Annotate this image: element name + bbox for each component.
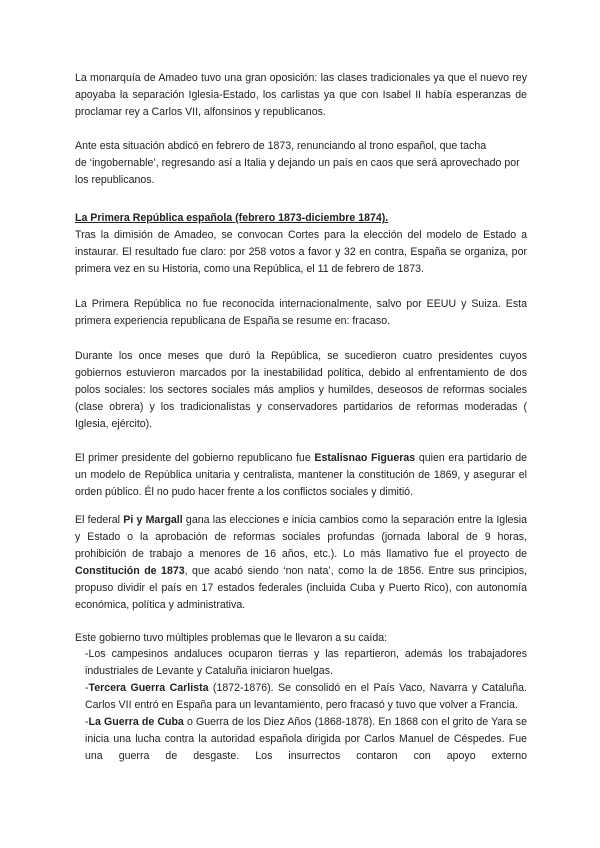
paragraph-text: La monarquía de Amadeo tuvo una gran oposición: las clases tradicionales ya que el nuevo rey apoyaba la separación Iglesia-Estado, los carlistas ya que con Isabel II había esperanzas de proclamar rey a Carlos VII, alfonsinos y republicanos. — [75, 72, 527, 118]
list-item: -Los campesinos andaluces ocuparon tierras y las repartieron, además los trabajadores industriales de Levante y Cataluña iniciaron huelgas. — [85, 648, 527, 677]
text-run: , que acabó siendo ‘non nata’, como la de 1856. Entre sus principios, propuso dividir el país en 17 estados federales (incluida Cuba y Puerto Rico), con autonomía económica, política y administrativa. — [75, 565, 527, 611]
section-first-republic — [75, 210, 527, 278]
paragraph-text — [75, 450, 527, 501]
paragraph-text: La Primera República no fue reconocida internacionalmente, salvo por EEUU y Suiza. Esta primera experiencia republicana de España se resume en: fracaso. — [75, 298, 527, 327]
bold-term: Tercera Guerra Carlista — [88, 682, 209, 694]
paragraph-text: Durante los once meses que duró la República, se sucedieron cuatro presidentes cuyos gobiernos estuvieron marcados por la inestabilidad política, debido al enfrentamiento de dos polos sociales: los sectores sociales más amplios y humildes, deseosos de reformas sociales (clase obrera) y los tradicionalistas y conservadores partidarios de reformas moderadas ( Iglesia, ejército). — [75, 350, 527, 430]
text-run: (1872-1876). Se consolidó en el País Vaco, Navarra y Cataluña. Carlos VII entró en España para un levantamiento, pero fracasó y tuvo que volver a Francia. — [85, 682, 527, 711]
bold-term: Constitución de 1873 — [75, 565, 185, 577]
paragraph-presidents — [75, 348, 527, 433]
paragraph-recognition — [75, 296, 527, 330]
list-item — [85, 680, 527, 714]
text-run: gana las elecciones e inicia cambios como la separación entre la Iglesia y Estado o la aprobación de reformas sociales profundas (jornada laboral de 9 horas, prohibición de trabajo a menores de 16 años, etc.). Lo más llamativo fue el proyecto de — [75, 514, 527, 560]
bold-name: Estalisnao Figueras — [314, 452, 416, 464]
paragraph-problems-intro — [75, 630, 527, 647]
paragraph-amadeo-opposition — [75, 70, 527, 121]
paragraph-text-line: Ante esta situación abdicó en febrero de 1873, renunciando al trono español, que tacha — [75, 140, 487, 152]
bold-name: Pi y Margall — [123, 514, 183, 526]
paragraph-pi-y-margall — [75, 512, 527, 614]
problems-list — [85, 646, 527, 765]
text-run: - — [85, 716, 89, 728]
paragraph-text — [75, 512, 527, 614]
paragraph-text: Tras la dimisión de Amadeo, se convocan Cortes para la elección del modelo de Estado a instaurar. El resultado fue claro: por 258 votos a favor y 32 en contra, España se organiza, por primera vez en su Historia, como una República, el 11 de febrero de 1873. — [75, 229, 527, 275]
paragraph-figueras — [75, 450, 527, 501]
paragraph-text: de ‘ingobernable’, regresando así a Italia y dejando un país en caos que será aprovechado por los republicanos. — [75, 157, 520, 186]
bold-term: La Guerra de Cuba — [88, 716, 184, 728]
list-item — [85, 714, 527, 765]
text-run: - — [85, 682, 89, 694]
section-heading: La Primera República española (febrero 1873-diciembre 1874). — [75, 212, 389, 224]
text-run: El primer presidente del gobierno republicano fue — [75, 452, 315, 464]
paragraph-abdication — [75, 138, 527, 189]
text-run: quien era partidario de un modelo de República unitaria y centralista, mantener la constitución de 1869, y asegurar el orden público. Él no pudo hacer frente a los conflictos sociales y dimitió. — [75, 452, 527, 498]
text-run: o Guerra de los Diez Años (1868-1878). En 1868 con el grito de Yara se inicia una lucha contra la autoridad española dirigida por Carlos Manuel de Céspedes. Fue una guerra de desgaste. Los insurrectos contaron con apoyo externo — [85, 716, 527, 762]
text-run: El federal — [75, 514, 124, 526]
paragraph-text: Este gobierno tuvo múltiples problemas que le llevaron a su caída: — [75, 632, 388, 644]
